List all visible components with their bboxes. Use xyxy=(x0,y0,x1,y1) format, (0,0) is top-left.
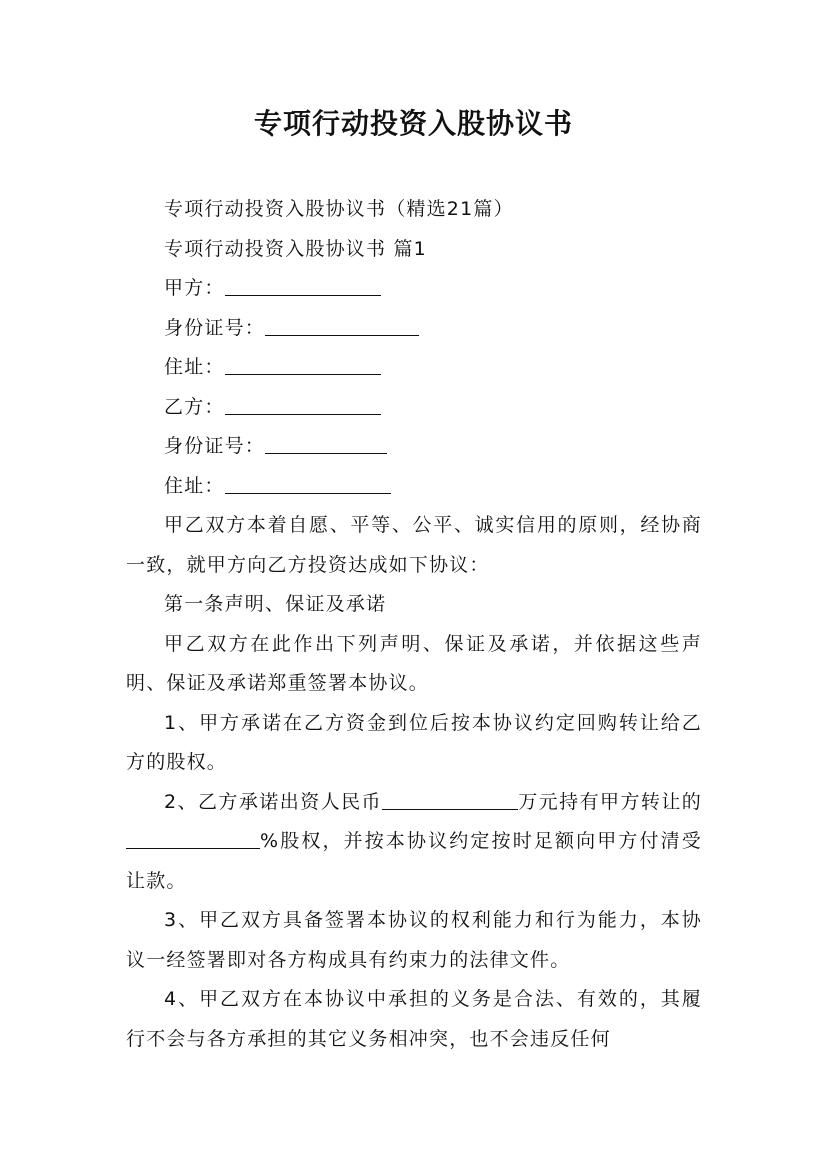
party-a-address-label: 住址： xyxy=(164,356,225,378)
party-a-label: 甲方： xyxy=(164,277,225,299)
item-2-part-b: 万元持有甲方转让的 xyxy=(517,790,702,813)
item-2-paragraph xyxy=(126,783,702,902)
item-1-paragraph: 1、甲方承诺在乙方资金到位后按本协议约定回购转让给乙方的股权。 xyxy=(126,711,702,773)
party-a-id-label: 身份证号： xyxy=(164,316,266,339)
party-b-line xyxy=(126,388,702,428)
document-body xyxy=(126,190,702,1059)
party-b-label: 乙方： xyxy=(164,395,225,418)
party-b-address-line xyxy=(126,467,702,507)
party-b-id-label: 身份证号： xyxy=(164,435,266,457)
document-title: 专项行动投资入股协议书 xyxy=(253,107,573,140)
article-1-paragraph: 甲乙双方在此作出下列声明、保证及承诺，并依据这些声明、保证及承诺郑重签署本协议。 xyxy=(126,632,702,694)
party-a-address-blank xyxy=(225,355,381,375)
item-2-part-c: %股权，并按本协议约定按时足额向甲方付清受让款。 xyxy=(126,830,702,892)
percent-blank xyxy=(126,829,260,849)
item-3-paragraph: 3、甲乙双方具备签署本协议的权利能力和行为能力，本协议一经签署即对各方构成具有约束力的法律文件。 xyxy=(126,909,702,971)
party-b-blank xyxy=(225,395,381,415)
party-a-line xyxy=(126,269,702,309)
party-a-id-line xyxy=(126,309,702,349)
intro-paragraph: 甲乙双方本着自愿、平等、公平、诚实信用的原则，经协商一致，就甲方向乙方投资达成如下协议： xyxy=(126,514,702,576)
party-a-id-blank xyxy=(265,316,419,336)
party-a-address-line xyxy=(126,348,702,388)
article-1-heading: 第一条声明、保证及承诺 xyxy=(164,593,387,615)
section-heading: 专项行动投资入股协议书 篇1 xyxy=(164,237,427,260)
party-b-address-blank xyxy=(225,474,391,494)
item-2-part-a: 2、乙方承诺出资人民币 xyxy=(164,790,382,813)
party-a-blank xyxy=(225,276,381,296)
subtitle-line: 专项行动投资入股协议书（精选21篇） xyxy=(164,198,514,220)
item-4-paragraph: 4、甲乙双方在本协议中承担的义务是合法、有效的，其履行不会与各方承担的其它义务相冲突，也不会违反任何 xyxy=(126,988,702,1050)
party-b-id-blank xyxy=(265,434,387,454)
party-b-id-line xyxy=(126,427,702,467)
party-b-address-label: 住址： xyxy=(164,474,225,497)
amount-blank xyxy=(382,790,518,810)
